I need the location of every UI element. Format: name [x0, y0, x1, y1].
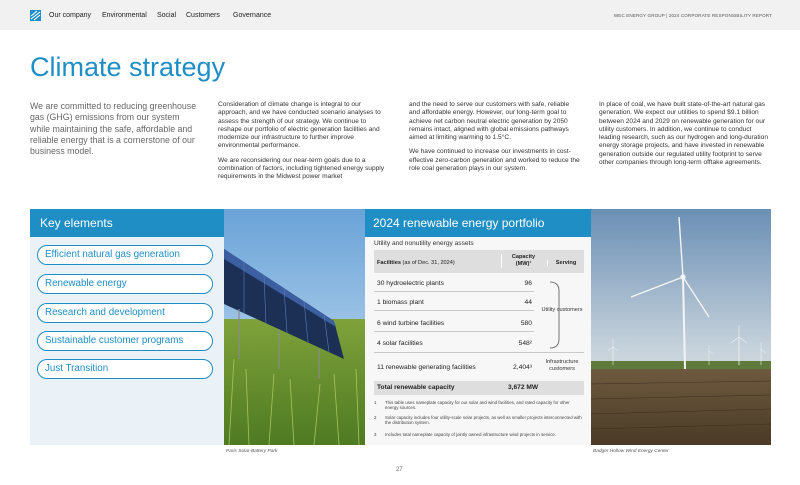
facility-cell: 4 solar facilities [377, 340, 423, 347]
paragraph: We have continued to increase our investments in cost-effective zero-carbon generation and worked to reduce the role coal generation plays in our system. [409, 148, 580, 173]
wind-photo-caption: Badger Hollow Wind Energy Center [593, 449, 669, 454]
capacity-cell: 44 [524, 299, 532, 306]
nav-customers[interactable]: Customers [186, 12, 220, 19]
solar-photo-caption: Paris Solar-Battery Park [226, 449, 278, 454]
facility-cell: 6 wind turbine facilities [377, 320, 445, 327]
total-row [374, 381, 584, 395]
nav-social[interactable]: Social [157, 12, 177, 19]
header-serving: Serving [547, 260, 584, 266]
serving-infrastructure-customers: Infrastructure customers [545, 359, 579, 372]
solar-panels-image [224, 209, 365, 445]
body-column-2 [409, 101, 581, 173]
paragraph: Consideration of climate change is integral to our approach, and we have conducted scenario analyses to assess the strength of our strategy. We continue to reshape our portfolio of electric generation facilities and modernize our infrastructure to further improve environmental performance. [218, 101, 381, 150]
serving-utility-customers: Utility customers [541, 307, 583, 313]
key-element-natural-gas[interactable]: Efficient natural gas generation [37, 245, 213, 265]
capacity-cell: 548² [518, 340, 532, 347]
header-facilities: Facilities (as of Dec. 31, 2024) [377, 260, 455, 266]
row-divider [374, 291, 534, 292]
paragraph: and the need to serve our customers with safe, reliable and affordable energy. However, our long-term goal to achieve net carbon neutral electric generation by 2050 remains intact, aligned with global emissions pathways aimed at limiting warming to 1.5°C. [409, 101, 570, 142]
wind-farm-photo [591, 209, 771, 445]
key-element-customer-programs[interactable]: Sustainable customer programs [37, 331, 213, 351]
nav-environmental[interactable]: Environmental [102, 12, 147, 19]
wec-logo-icon[interactable] [30, 10, 41, 21]
top-nav [0, 0, 800, 30]
table-header [374, 250, 584, 273]
portfolio-title: 2024 renewable energy portfolio [365, 209, 591, 237]
header-capacity: Capacity (MW)¹ [501, 254, 545, 268]
paragraph: We are reconsidering our near-term goals due to a combination of factors, including tightened energy supply requirements in the Midwest power market [218, 156, 385, 181]
row-divider [374, 331, 534, 332]
renewable-portfolio-panel: 2024 renewable energy portfolio Utility and nonutility energy assets Facilities (as of Dec. 31, 2024) Capacity (MW)¹ Serving 30 hydroelectric plants 96 1 biomass plant 44 6 wind turbine facilities 580 4 solar facilities 548² 11 renewable generating facilities 2,404³ Utility customers Infrastructure customers Total renewable capacity 3,672 MW 1 This table uses nameplate capacity for our solar and wind facilities, and rated capacity for other energy sources. 2 Solar capacity includes four utility-scale solar projects, as well as smaller projects interconnected with the distribution system. 3 Includes total nameplate capacity of jointly owned infrastructure wind projects in service. [365, 209, 591, 445]
facility-cell: 11 renewable generating facilities [377, 364, 476, 371]
key-elements-panel [30, 209, 224, 445]
capacity-cell: 580 [520, 320, 532, 327]
facility-cell: 30 hydroelectric plants [377, 280, 444, 287]
body-column-3 [599, 101, 774, 167]
wind-turbines-image [591, 209, 771, 445]
capacity-cell: 2,404³ [513, 364, 532, 371]
page-number: 27 [396, 467, 403, 473]
facility-cell: 1 biomass plant [377, 299, 424, 306]
portfolio-subtitle: Utility and nonutility energy assets [374, 240, 474, 247]
key-element-just-transition[interactable]: Just Transition [37, 359, 213, 379]
key-element-renewable[interactable]: Renewable energy [37, 274, 213, 294]
row-divider [374, 352, 584, 353]
row-divider [374, 310, 534, 311]
total-label: Total renewable capacity [377, 384, 455, 391]
intro-text: We are committed to reducing greenhouse gas (GHG) emissions from our system while maintaining the safe, affordable and reliable energy that is a cornerstone of our business model. [30, 101, 197, 157]
page-title: Climate strategy [30, 52, 226, 82]
capacity-cell: 96 [524, 280, 532, 287]
solar-park-photo [224, 209, 365, 445]
key-element-research[interactable]: Research and development [37, 303, 213, 323]
nav-governance[interactable]: Governance [233, 12, 272, 19]
paragraph: In place of coal, we have built state-of-the-art natural gas generation. We expect our utilities to spend $9.1 billion between 2024 and 2029 on renewable generation for our utility customers. In addition, we continue to conduct leading research, such as our hydrogen and long-duration energy storage projects, and have invested in renewable generation outside our regulated utility footprint to serve other companies through long-term offtake agreements. [599, 101, 768, 167]
nav-our-company[interactable]: Our company [49, 12, 92, 19]
key-elements-title: Key elements [30, 209, 224, 237]
utility-bracket-icon [549, 281, 565, 349]
report-title: WEC ENERGY GROUP | 2024 CORPORATE RESPONSIBILITY REPORT [613, 13, 772, 18]
body-column-1 [218, 101, 390, 182]
total-value: 3,672 MW [508, 384, 539, 391]
